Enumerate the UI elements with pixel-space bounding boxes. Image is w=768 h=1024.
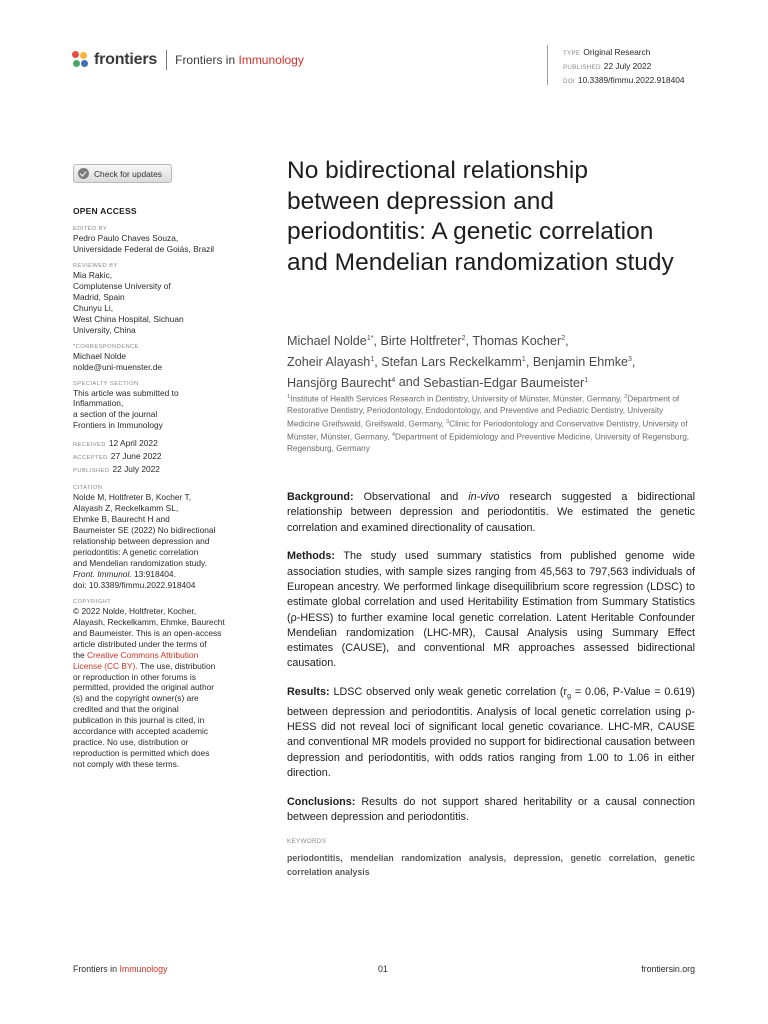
specialty-line: This article was submitted to: [73, 387, 179, 398]
affiliation: Department of Restorative Dentistry, Periodontology, Endodontology, and Preventive and Pediatric Dentistry, University Medicine Greifswald, Greifswald, Germany,: [287, 394, 680, 429]
reviewer-line: Madrid, Spain: [73, 291, 125, 302]
reviewer-line: Chunyu Li,: [73, 302, 114, 313]
citation-line: relationship between depression and: [73, 536, 210, 547]
specialty-line: Inflammation,: [73, 398, 124, 409]
citation-journal-line: Front. Immunol. 13:918404.: [73, 568, 176, 579]
copyright-line: permitted, provided the original author: [73, 682, 215, 693]
abstract-methods: Methods: The study used summary statistics from published genome wide association studies, with sample sizes ranging from 45,563 to 797,563 individuals of European ancestry. We performed linkage disequilibrium score regression (LDSC) to estimate global correlation and used Heritability Estimation from Summary Statistics (ρ-HESS) to further examine local genetic correlation. Latent Heritable Confounder Mendelian randomization (LHC-MR), Causal Analysis using Summary Effect estimates (CAUSE), and conventional MR approaches assessed bidirectional causation.: [287, 550, 695, 670]
date-received: RECEIVED 12 April 2022: [73, 438, 158, 449]
check-for-updates-label: Check for updates: [94, 168, 162, 179]
citation-label: CITATION: [73, 485, 103, 492]
reviewer-line: University, China: [73, 324, 136, 335]
article-info-sidebar: [73, 225, 233, 770]
copyright-line: and Baumeister. This is an open-access: [73, 627, 222, 638]
frontiers-logo-icon: [72, 51, 90, 69]
author: Hansjörg Baurecht$^4$: [287, 375, 396, 390]
corresponding-author: Michael Nolde: [73, 350, 127, 361]
brand-wordmark: frontiers: [94, 51, 158, 68]
author-list: Michael Nolde$^{1*}$, Birte Holtfreter$^2$, Thomas Kocher$^2$, Zoheir Alayash$^1$, Stefan Lars Reckelkamm$^1$, Benjamin Ehmke$^3$, Hansjörg Baurecht$^4$ and Sebastian-Edgar Baumeister$^1$: [287, 334, 636, 390]
citation-doi[interactable]: doi: 10.3389/fimmu.2022.918404: [73, 579, 196, 590]
page-number: 01: [378, 964, 388, 974]
copyright-line: practice. No use, distribution or: [73, 737, 189, 748]
copyright-line: reproduction is permitted which does: [73, 748, 210, 759]
editor-line: Universidade Federal de Goiás, Brazil: [73, 243, 215, 254]
abstract-background: Background: Observational and in-vivo research suggested a bidirectional relationship between depression and periodontitis. We estimated the genetic correlation and examined directionality of causation.: [287, 491, 695, 534]
date-list: [73, 438, 233, 477]
affiliations: $^1$Institute of Health Services Research in Dentistry, University of Münster, Münster, Germany, $^2$Department of Restorative Dentistry, Periodontology, Endodontology, and Preventive and Pediatric Dentistry, University Medicine Greifswald, Greifswald, Germany, $^3$Clinic for Periodontology and Conservative Dentistry, University of Münster, Münster, Germany, $^4$Department of Epidemiology and Preventive Medicine, University of Regensburg, Regensburg, Germany: [287, 394, 690, 453]
checkmark-icon: [78, 168, 89, 179]
reviewer-line: West China Hospital, Sichuan: [73, 313, 184, 324]
journal-name[interactable]: Frontiers in Immunology: [175, 53, 304, 67]
copyright-line: (s) and the copyright owner(s) are: [73, 693, 199, 704]
meta-doi[interactable]: DOI 10.3389/fimmu.2022.918404: [563, 75, 685, 85]
author: Birte Holtfreter$^2$: [380, 334, 466, 349]
editor-line: Pedro Paulo Chaves Souza,: [73, 233, 179, 243]
footer-journal[interactable]: Frontiers in Immunology: [73, 964, 168, 974]
author: Stefan Lars Reckelkamm$^1$: [381, 354, 526, 369]
abstract: [287, 490, 695, 839]
article-meta: [563, 46, 685, 88]
citation-line: Baumeister SE (2022) No bidirectional: [73, 525, 216, 536]
reviewer-line: Mia Rakic,: [73, 269, 113, 280]
copyright-line: License (CC BY). The use, distribution: [73, 660, 216, 671]
copyright-line: the Creative Commons Attribution: [73, 649, 199, 660]
frontiers-logo: [72, 50, 304, 70]
copyright-line: credited and that the original: [73, 704, 179, 715]
correspondence-label: *CORRESPONDENCE: [73, 343, 139, 350]
reviewer-line: Complutense University of: [73, 280, 171, 291]
keywords: periodontitis, mendelian randomization analysis, depression, genetic correlation, genetic correlation analysis: [287, 853, 695, 877]
affiliation: Clinic for Periodontology and Conservative Dentistry, University of Münster, Münster, Germany,: [287, 419, 688, 442]
edited-by-label: EDITED BY: [73, 226, 108, 232]
author: Thomas Kocher$^2$: [472, 334, 566, 349]
abstract-results: Results: LDSC observed only weak genetic correlation ($r_g = 0.06$, P-Value = 0.619) between depression and periodontitis. Analysis of local genetic correlation using ρ-HESS did not reveal loci of significant local genetic covariance. LHC-MR, CAUSE and conventional MR models provided no support for bidirectional causation between depression and periodontitis, with odds ratios ranging from 1.00 to 1.06 in either direction.: [287, 686, 695, 779]
cc-license-link[interactable]: License (CC BY).: [73, 660, 138, 671]
copyright-line: not comply with these terms.: [73, 759, 180, 770]
citation-line: Nolde M, Holtfreter B, Kocher T,: [73, 492, 192, 503]
meta-published: PUBLISHED 22 July 2022: [563, 61, 652, 71]
copyright-line: Alayash, Reckelkamm, Ehmke, Baurecht: [73, 616, 225, 627]
citation-line: periodontitis: A genetic correlation: [73, 546, 199, 557]
header-divider: [166, 50, 167, 70]
author: Zoheir Alayash$^1$: [287, 354, 375, 369]
author: Benjamin Ehmke$^3$: [532, 354, 632, 369]
article-title: No bidirectional relationship between depression and periodontitis: A genetic correlation and Mendelian randomization study: [287, 157, 674, 276]
open-access-label: OPEN ACCESS: [73, 206, 137, 216]
author: Michael Nolde$^{1*}$: [287, 334, 374, 349]
date-published: PUBLISHED 22 July 2022: [73, 464, 160, 475]
affiliation: Institute of Health Services Research in Dentistry, University of Münster, Münster, Germany,: [290, 394, 622, 404]
date-accepted: ACCEPTED 27 June 2022: [73, 451, 162, 462]
keywords-label: KEYWORDS: [287, 838, 327, 845]
footer-site-link[interactable]: frontiersin.org: [641, 964, 695, 974]
check-for-updates-button[interactable]: [73, 164, 172, 183]
citation-line: and Mendelian randomization study.: [73, 557, 207, 568]
specialty-line: a section of the journal: [73, 409, 158, 420]
specialty-section-label: SPECIALTY SECTION: [73, 380, 139, 387]
cc-license-link[interactable]: Creative Commons Attribution: [86, 649, 199, 660]
copyright-label: COPYRIGHT: [73, 598, 112, 605]
meta-divider: [547, 45, 548, 85]
copyright-line: publication in this journal is cited, in: [73, 715, 205, 726]
reviewed-by-label: REVIEWED BY: [73, 262, 118, 269]
author: Sebastian-Edgar Baumeister$^1$: [423, 375, 589, 390]
copyright-line: accordance with accepted academic: [73, 726, 209, 737]
specialty-line: Frontiers in Immunology: [73, 420, 163, 431]
abstract-conclusions: Conclusions: Results do not support shared heritability or a causal connection between depression and periodontitis.: [287, 795, 695, 823]
affiliation: Department of Epidemiology and Preventive Medicine, University of Regensburg, Regensburg, Germany: [287, 432, 690, 453]
copyright-line: or reproduction in other forums is: [73, 671, 196, 682]
citation-line: Alayash Z, Reckelkamm SL,: [73, 503, 179, 514]
corresponding-email[interactable]: nolde@uni-muenster.de: [73, 361, 163, 372]
copyright-line: article distributed under the terms of: [73, 638, 207, 649]
copyright-line: © 2022 Nolde, Holtfreter, Kocher,: [73, 605, 197, 616]
meta-type: TYPE Original Research: [563, 47, 651, 57]
citation-line: Ehmke B, Baurecht H and: [73, 514, 170, 525]
